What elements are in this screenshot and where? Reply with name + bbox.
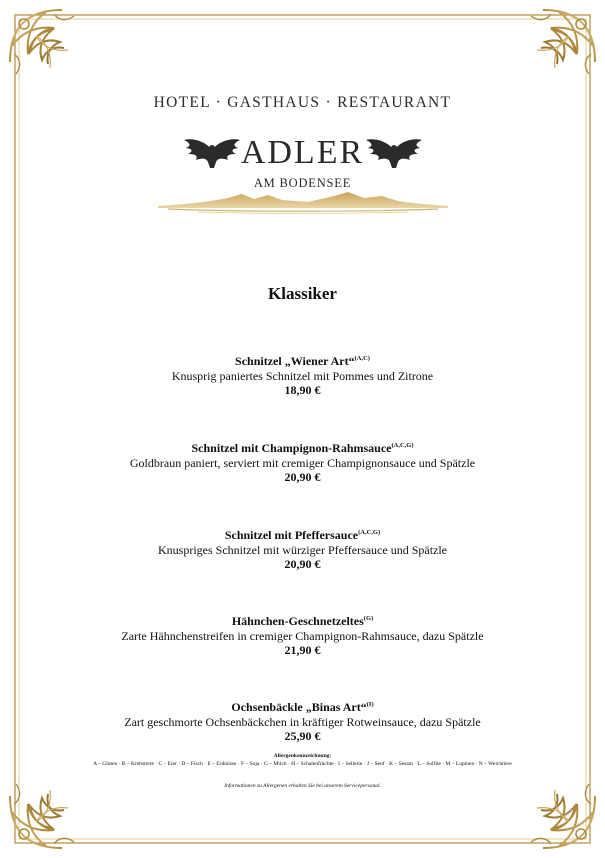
menu-item-name-line [0, 351, 605, 369]
menu-item-description: Goldbraun paniert, serviert mit cremiger Champignonsauce und Spätzle [129, 456, 476, 470]
menu-item-price: 18,90 € [284, 383, 321, 397]
allergen-legend-title: Allergenkennzeichnung: [273, 753, 332, 759]
allergen-codes: (I) [366, 701, 374, 708]
menu-item-description: Knusprig paniertes Schnitzel mit Pommes und Zitrone [171, 369, 434, 383]
allergen-codes: (A,C) [354, 355, 370, 362]
allergen-codes: (G) [363, 615, 374, 622]
section-title: Klassiker [268, 284, 337, 303]
menu-item-name: Schnitzel mit Champignon-Rahmsauce [191, 441, 392, 455]
menu-item [0, 611, 605, 658]
menu-item-name: Schnitzel „Wiener Art“ [235, 354, 355, 368]
menu-item-name-line [0, 525, 605, 543]
allergen-info-note: Informationen zu Allergenen erhalten Sie bei unserem Servicepersonal. [224, 783, 381, 789]
logo-name: ADLER [240, 134, 365, 171]
frame-corner-top-left [10, 10, 74, 74]
frame-corner-top-right [531, 10, 595, 74]
menu-item-name-line [0, 438, 605, 456]
logo [0, 128, 605, 218]
menu-item-description: Zart geschmorte Ochsenbäckchen in kräftiger Rotweinsauce, dazu Spätzle [124, 715, 481, 729]
menu-item [0, 438, 605, 485]
logo-subtitle: AM BODENSEE [253, 176, 352, 190]
menu-item-name: Schnitzel mit Pfeffersauce [224, 528, 359, 542]
menu-item-name-line [0, 611, 605, 629]
menu-item-price: 20,90 € [284, 557, 321, 571]
header-tagline: HOTEL · GASTHAUS · RESTAURANT [153, 94, 452, 111]
menu-item-price: 25,90 € [284, 729, 321, 743]
menu-item-name: Hähnchen-Geschnetzeltes [231, 614, 364, 628]
menu-item [0, 525, 605, 572]
menu-item-description: Zarte Hähnchenstreifen in cremiger Champignon-Rahmsauce, dazu Spätzle [121, 629, 484, 643]
menu-item-name: Ochsenbäckle „Binas Art“ [231, 700, 367, 714]
eagle-right-icon [364, 136, 424, 170]
allergen-codes: (A,C,G) [391, 442, 414, 449]
menu-item-price: 20,90 € [284, 470, 321, 484]
menu-item-description: Knuspriges Schnitzel mit würziger Pfeffersauce und Spätzle [157, 543, 448, 557]
menu-item [0, 351, 605, 398]
allergen-legend-list: A – Gluten · B – Krebstiere · C – Eier · D – Fisch · E – Erdnüsse · F – Soja · G – Milch · H – Schalenfrüchte · I – Sellerie · J – Senf · K – Sesam · L – Sulfite · M – Lupinen · N – Weichtiere [93, 761, 512, 767]
mountain-landscape-icon [158, 190, 448, 214]
frame-corner-bottom-right [531, 784, 595, 848]
allergen-codes: (A,C,G) [358, 529, 381, 536]
menu-item [0, 697, 605, 744]
frame-corner-bottom-left [10, 784, 74, 848]
menu-item-price: 21,90 € [284, 643, 321, 657]
menu-item-name-line [0, 697, 605, 715]
